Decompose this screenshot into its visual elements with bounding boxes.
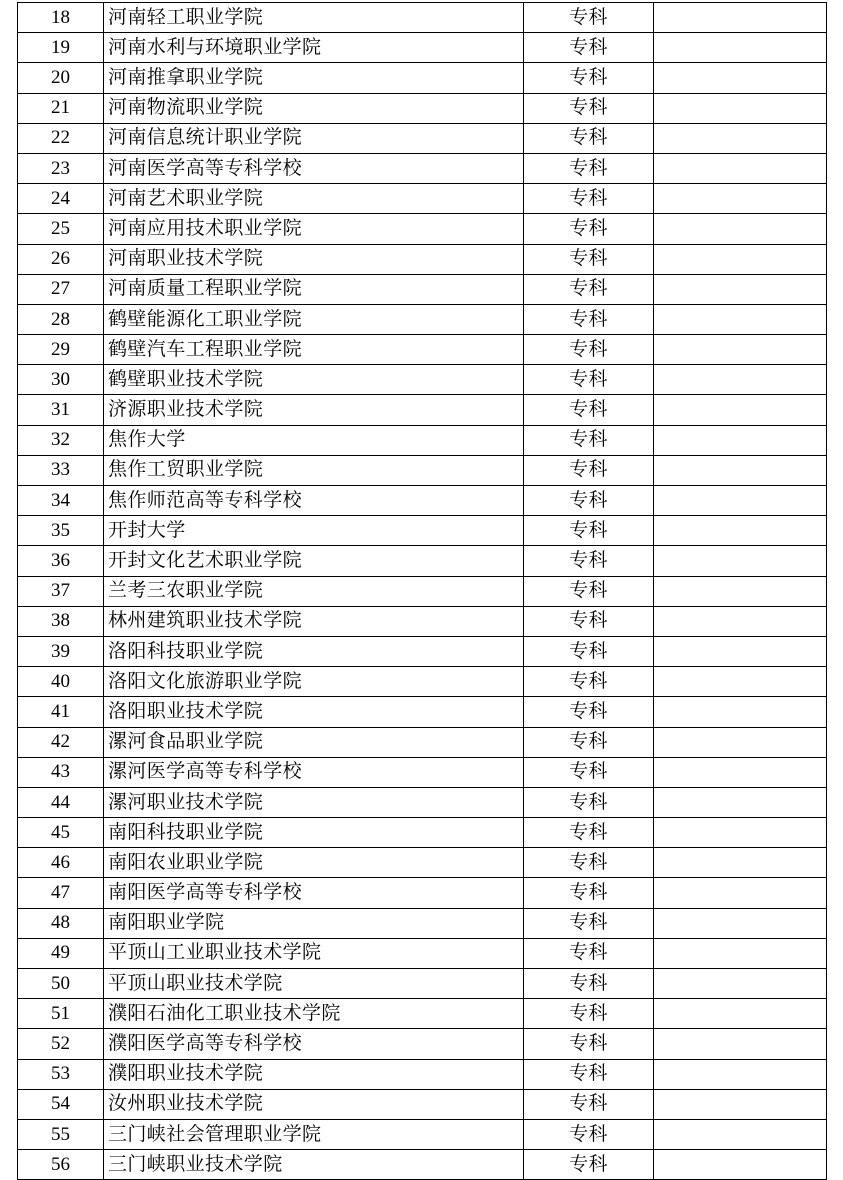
school-level-cell: 专科 (524, 3, 654, 33)
school-name-cell: 平顶山工业职业技术学院 (104, 938, 524, 968)
school-level-cell: 专科 (524, 757, 654, 787)
table-row (18, 63, 827, 93)
school-level-cell: 专科 (524, 123, 654, 153)
row-index-cell: 38 (18, 606, 104, 636)
row-index-cell: 55 (18, 1119, 104, 1149)
school-level-cell: 专科 (524, 818, 654, 848)
school-name-cell: 河南推拿职业学院 (104, 63, 524, 93)
schools-table-body (18, 3, 827, 1180)
table-row (18, 818, 827, 848)
school-level-cell: 专科 (524, 33, 654, 63)
table-row (18, 153, 827, 183)
school-name-cell: 濮阳医学高等专科学校 (104, 1029, 524, 1059)
school-level-cell: 专科 (524, 1119, 654, 1149)
school-name-cell: 南阳科技职业学院 (104, 818, 524, 848)
remarks-cell (654, 63, 827, 93)
remarks-cell (654, 365, 827, 395)
table-row (18, 184, 827, 214)
row-index-cell: 21 (18, 93, 104, 123)
school-name-cell: 焦作大学 (104, 425, 524, 455)
school-level-cell: 专科 (524, 244, 654, 274)
table-row (18, 516, 827, 546)
table-row (18, 214, 827, 244)
table-row (18, 938, 827, 968)
table-row (18, 999, 827, 1029)
row-index-cell: 49 (18, 938, 104, 968)
school-level-cell: 专科 (524, 697, 654, 727)
row-index-cell: 45 (18, 818, 104, 848)
school-name-cell: 濮阳职业技术学院 (104, 1059, 524, 1089)
table-row (18, 365, 827, 395)
school-name-cell: 南阳职业学院 (104, 908, 524, 938)
row-index-cell: 48 (18, 908, 104, 938)
table-row (18, 1150, 827, 1180)
table-row (18, 697, 827, 727)
table-top-rule (17, 2, 826, 3)
row-index-cell: 50 (18, 969, 104, 999)
school-level-cell: 专科 (524, 153, 654, 183)
school-name-cell: 平顶山职业技术学院 (104, 969, 524, 999)
table-row (18, 486, 827, 516)
row-index-cell: 24 (18, 184, 104, 214)
document-page (0, 2, 843, 1175)
row-index-cell: 36 (18, 546, 104, 576)
school-level-cell: 专科 (524, 727, 654, 757)
remarks-cell (654, 184, 827, 214)
remarks-cell (654, 455, 827, 485)
row-index-cell: 18 (18, 3, 104, 33)
table-row (18, 304, 827, 334)
school-level-cell: 专科 (524, 516, 654, 546)
row-index-cell: 26 (18, 244, 104, 274)
remarks-cell (654, 1059, 827, 1089)
row-index-cell: 32 (18, 425, 104, 455)
remarks-cell (654, 576, 827, 606)
school-name-cell: 河南信息统计职业学院 (104, 123, 524, 153)
table-row (18, 123, 827, 153)
remarks-cell (654, 3, 827, 33)
school-name-cell: 三门峡职业技术学院 (104, 1150, 524, 1180)
school-level-cell: 专科 (524, 787, 654, 817)
table-row (18, 878, 827, 908)
school-name-cell: 汝州职业技术学院 (104, 1089, 524, 1119)
school-name-cell: 河南质量工程职业学院 (104, 274, 524, 304)
school-level-cell: 专科 (524, 425, 654, 455)
school-level-cell: 专科 (524, 606, 654, 636)
row-index-cell: 30 (18, 365, 104, 395)
remarks-cell (654, 878, 827, 908)
table-row (18, 1029, 827, 1059)
remarks-cell (654, 1029, 827, 1059)
school-level-cell: 专科 (524, 184, 654, 214)
row-index-cell: 31 (18, 395, 104, 425)
school-name-cell: 濮阳石油化工职业技术学院 (104, 999, 524, 1029)
school-name-cell: 河南物流职业学院 (104, 93, 524, 123)
row-index-cell: 34 (18, 486, 104, 516)
row-index-cell: 40 (18, 667, 104, 697)
table-row (18, 848, 827, 878)
row-index-cell: 33 (18, 455, 104, 485)
school-name-cell: 兰考三农职业学院 (104, 576, 524, 606)
remarks-cell (654, 697, 827, 727)
row-index-cell: 47 (18, 878, 104, 908)
row-index-cell: 54 (18, 1089, 104, 1119)
school-level-cell: 专科 (524, 908, 654, 938)
table-row (18, 969, 827, 999)
school-name-cell: 焦作工贸职业学院 (104, 455, 524, 485)
row-index-cell: 42 (18, 727, 104, 757)
school-name-cell: 鹤壁职业技术学院 (104, 365, 524, 395)
remarks-cell (654, 425, 827, 455)
row-index-cell: 41 (18, 697, 104, 727)
schools-table (17, 2, 827, 1180)
table-row (18, 1119, 827, 1149)
school-level-cell: 专科 (524, 667, 654, 697)
school-level-cell: 专科 (524, 878, 654, 908)
school-name-cell: 河南职业技术学院 (104, 244, 524, 274)
row-index-cell: 56 (18, 1150, 104, 1180)
table-row (18, 93, 827, 123)
school-level-cell: 专科 (524, 304, 654, 334)
school-level-cell: 专科 (524, 214, 654, 244)
table-row (18, 727, 827, 757)
school-name-cell: 漯河食品职业学院 (104, 727, 524, 757)
row-index-cell: 27 (18, 274, 104, 304)
row-index-cell: 37 (18, 576, 104, 606)
remarks-cell (654, 395, 827, 425)
school-level-cell: 专科 (524, 395, 654, 425)
school-name-cell: 漯河职业技术学院 (104, 787, 524, 817)
row-index-cell: 19 (18, 33, 104, 63)
school-name-cell: 河南水利与环境职业学院 (104, 33, 524, 63)
school-name-cell: 河南艺术职业学院 (104, 184, 524, 214)
table-row (18, 395, 827, 425)
school-name-cell: 漯河医学高等专科学校 (104, 757, 524, 787)
table-row (18, 667, 827, 697)
school-level-cell: 专科 (524, 63, 654, 93)
remarks-cell (654, 938, 827, 968)
row-index-cell: 35 (18, 516, 104, 546)
table-row (18, 455, 827, 485)
school-level-cell: 专科 (524, 274, 654, 304)
remarks-cell (654, 818, 827, 848)
table-row (18, 576, 827, 606)
school-name-cell: 洛阳文化旅游职业学院 (104, 667, 524, 697)
school-name-cell: 林州建筑职业技术学院 (104, 606, 524, 636)
row-index-cell: 23 (18, 153, 104, 183)
school-name-cell: 南阳医学高等专科学校 (104, 878, 524, 908)
row-index-cell: 25 (18, 214, 104, 244)
table-row (18, 546, 827, 576)
remarks-cell (654, 969, 827, 999)
school-name-cell: 南阳农业职业学院 (104, 848, 524, 878)
school-name-cell: 济源职业技术学院 (104, 395, 524, 425)
table-row (18, 33, 827, 63)
remarks-cell (654, 848, 827, 878)
table-row (18, 757, 827, 787)
row-index-cell: 51 (18, 999, 104, 1029)
table-row (18, 244, 827, 274)
row-index-cell: 53 (18, 1059, 104, 1089)
row-index-cell: 52 (18, 1029, 104, 1059)
school-level-cell: 专科 (524, 455, 654, 485)
remarks-cell (654, 908, 827, 938)
remarks-cell (654, 304, 827, 334)
remarks-cell (654, 606, 827, 636)
table-row (18, 636, 827, 666)
school-name-cell: 洛阳职业技术学院 (104, 697, 524, 727)
remarks-cell (654, 787, 827, 817)
remarks-cell (654, 93, 827, 123)
remarks-cell (654, 486, 827, 516)
remarks-cell (654, 667, 827, 697)
remarks-cell (654, 153, 827, 183)
remarks-cell (654, 757, 827, 787)
table-row (18, 787, 827, 817)
remarks-cell (654, 516, 827, 546)
table-row (18, 908, 827, 938)
school-name-cell: 开封文化艺术职业学院 (104, 546, 524, 576)
school-name-cell: 鹤壁汽车工程职业学院 (104, 335, 524, 365)
remarks-cell (654, 999, 827, 1029)
table-row (18, 3, 827, 33)
remarks-cell (654, 335, 827, 365)
school-level-cell: 专科 (524, 969, 654, 999)
remarks-cell (654, 123, 827, 153)
table-row (18, 1089, 827, 1119)
school-name-cell: 开封大学 (104, 516, 524, 546)
table-row (18, 606, 827, 636)
school-level-cell: 专科 (524, 636, 654, 666)
school-level-cell: 专科 (524, 999, 654, 1029)
remarks-cell (654, 1119, 827, 1149)
school-name-cell: 河南医学高等专科学校 (104, 153, 524, 183)
school-level-cell: 专科 (524, 1089, 654, 1119)
school-name-cell: 河南轻工职业学院 (104, 3, 524, 33)
row-index-cell: 22 (18, 123, 104, 153)
school-level-cell: 专科 (524, 1150, 654, 1180)
table-row (18, 274, 827, 304)
row-index-cell: 39 (18, 636, 104, 666)
table-row (18, 335, 827, 365)
table-row (18, 1059, 827, 1089)
school-name-cell: 三门峡社会管理职业学院 (104, 1119, 524, 1149)
row-index-cell: 43 (18, 757, 104, 787)
remarks-cell (654, 274, 827, 304)
school-level-cell: 专科 (524, 365, 654, 395)
school-level-cell: 专科 (524, 546, 654, 576)
row-index-cell: 46 (18, 848, 104, 878)
remarks-cell (654, 1150, 827, 1180)
row-index-cell: 28 (18, 304, 104, 334)
school-name-cell: 鹤壁能源化工职业学院 (104, 304, 524, 334)
school-name-cell: 河南应用技术职业学院 (104, 214, 524, 244)
school-level-cell: 专科 (524, 486, 654, 516)
remarks-cell (654, 1089, 827, 1119)
remarks-cell (654, 33, 827, 63)
school-level-cell: 专科 (524, 938, 654, 968)
table-row (18, 425, 827, 455)
school-level-cell: 专科 (524, 335, 654, 365)
school-level-cell: 专科 (524, 848, 654, 878)
remarks-cell (654, 546, 827, 576)
school-level-cell: 专科 (524, 1059, 654, 1089)
remarks-cell (654, 244, 827, 274)
school-name-cell: 洛阳科技职业学院 (104, 636, 524, 666)
school-level-cell: 专科 (524, 93, 654, 123)
remarks-cell (654, 727, 827, 757)
row-index-cell: 20 (18, 63, 104, 93)
school-name-cell: 焦作师范高等专科学校 (104, 486, 524, 516)
row-index-cell: 29 (18, 335, 104, 365)
remarks-cell (654, 636, 827, 666)
remarks-cell (654, 214, 827, 244)
row-index-cell: 44 (18, 787, 104, 817)
school-level-cell: 专科 (524, 1029, 654, 1059)
school-level-cell: 专科 (524, 576, 654, 606)
